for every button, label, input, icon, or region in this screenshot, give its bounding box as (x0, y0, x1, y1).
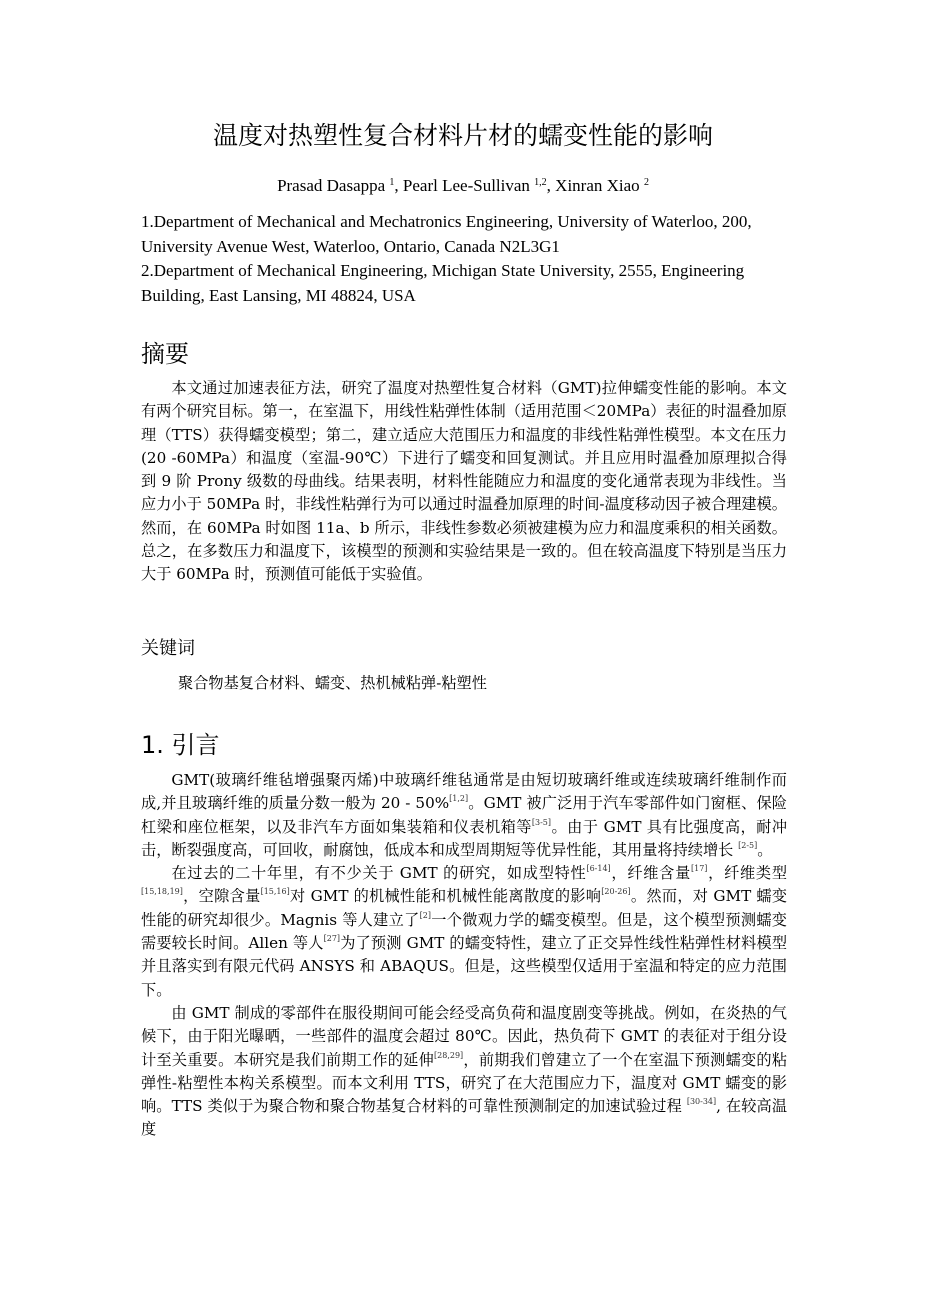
abstract-body (141, 377, 787, 587)
intro-paragraph-3 (141, 1002, 787, 1142)
citation: [1,2] (449, 794, 469, 804)
paragraph-text: ，纤维类型 (707, 864, 788, 883)
author-affil-mark: 2 (643, 177, 649, 188)
citation: [2] (419, 910, 431, 920)
paragraph-text: 。 (757, 840, 773, 859)
paragraph-text: ，纤维含量 (610, 864, 691, 883)
affiliation-1: 1.Department of Mechanical and Mechatronics Engineering, University of Waterloo, 200, University Avenue West, Waterloo, Ontario, Canada N2L3G1 (141, 212, 752, 256)
citation: [15,16] (260, 887, 290, 897)
paragraph-text: 。由于 GMT 具有比强度高，耐冲击，断裂强度高，可回收，耐腐蚀，低成本和成型周期短等优异性能，其用量将持续增长 (141, 817, 788, 859)
paragraph-text: 。GMT 被广泛用于汽车零部件如门窗框、保险杠梁和座位框架，以及非汽车方面如集装箱和仪表机箱等 (141, 794, 787, 836)
author-name: Prasad Dasappa (277, 176, 390, 195)
citation: [6-14] (586, 864, 611, 874)
paragraph-text: , 在较高温度 (141, 1097, 788, 1139)
affiliation-2: 2.Department of Mechanical Engineering, Michigan State University, 2555, Engineering Building, East Lansing, MI 48824, USA (141, 261, 745, 305)
intro-paragraph-2 (141, 862, 787, 1002)
paragraph-text: 为了预测 GMT 的蠕变特性，建立了正交异性线性粘弹性材料模型并且落实到有限元代码 ANSYS 和 ABAQUS。但是，这些模型仅适用于室温和特定的应力范围下。 (141, 934, 788, 999)
author-affil-mark: 1,2 (534, 177, 547, 188)
author-name: , Xinran Xiao (546, 176, 644, 195)
keywords-text: 聚合物基复合材料、蠕变、热机械粘弹-粘塑性 (178, 674, 487, 692)
citation: [20-26] (601, 887, 631, 897)
keywords-heading: 关键词 (141, 638, 195, 659)
paragraph-text: 。然而，对 GMT 蠕变性能的研究却很少。Magnis 等人建立了 (141, 887, 788, 929)
paragraph-text: 一个微观力学的蠕变模型。但是，这个模型预测蠕变需要较长时间。Allen 等人 (141, 910, 787, 953)
author-name: , Pearl Lee-Sullivan (394, 176, 535, 195)
abstract-paragraph: 本文通过加速表征方法，研究了温度对热塑性复合材料（GMT)拉伸蠕变性能的影响。本文有两个研究目标。第一，在室温下，用线性粘弹性体制（适用范围＜20MPa）表征的时温叠加原理（TTS）获得蠕变模型；第二，建立适应大范围压力和温度的非线性粘弹性模型。本文在压力(20 -60MPa）和温度（室温-90℃）下进行了蠕变和回复测试。并且应用时温叠加原理拟合得到 9 阶 Prony 级数的母曲线。结果表明，材料性能随应力和温度的变化通常表现为非线性。当应力小于 50MPa 时，非线性粘弹行为可以通过时温叠加原理的时间-温度移动因子被合理建模。然而，在 60MPa 时如图 11a、b 所示，非线性参数必须被建模为应力和温度乘积的相关函数。总之，在多数压力和温度下，该模型的预测和实验结果是一致的。但在较高温度下特别是当压力大于 60MPa 时，预测值可能低于实验值。 (141, 379, 787, 584)
citation: [30-34] (686, 1097, 717, 1107)
paper-title: 温度对热塑性复合材料片材的蠕变性能的影响 (212, 121, 713, 150)
paragraph-text: 对 GMT 的机械性能和机械性能离散度的影响 (289, 887, 602, 906)
author-line (0, 174, 926, 198)
paragraph-text: ，空隙含量 (182, 887, 261, 906)
section-heading-introduction: 1. 引言 (141, 731, 220, 759)
intro-paragraph-1 (141, 769, 787, 862)
paragraph-text: 由 GMT 制成的零部件在服役期间可能会经受高负荷和温度剧变等挑战。例如，在炎热的气候下，由于阳光曝晒，一些部件的温度会超过 80℃。因此，热负荷下 GMT 的表征对于组分设计至关重要。本研究是我们前期工作的延伸 (141, 1003, 787, 1069)
citation: [17] (691, 864, 708, 874)
author-affil-mark: 1 (389, 177, 395, 188)
paragraph-text: GMT(玻璃纤维毡增强聚丙烯)中玻璃纤维毡通常是由短切玻璃纤维或连续玻璃纤维制作而成,并且玻璃纤维的质量分数一般为 20 - 50% (141, 771, 787, 813)
affiliations (141, 210, 801, 308)
abstract-heading: 摘要 (141, 340, 189, 368)
introduction-body (141, 769, 787, 1142)
paragraph-text: 在过去的二十年里，有不少关于 GMT 的研究，如成型特性 (171, 864, 587, 883)
citation: [15,18,19] (141, 887, 183, 897)
citation: [3-5] (531, 817, 552, 827)
citation: [2-5] (738, 840, 758, 850)
paragraph-text: ，前期我们曾建立了一个在室温下预测蠕变的粘弹性-粘塑性本构关系模型。而本文利用 TTS，研究了在大范围应力下，温度对 GMT 蠕变的影响。TTS 类似于为聚合物和聚合物基复合材料的可靠性预测制定的加速试验过程 (141, 1050, 788, 1116)
citation: [28,29] (434, 1050, 464, 1060)
citation: [27] (323, 934, 341, 944)
